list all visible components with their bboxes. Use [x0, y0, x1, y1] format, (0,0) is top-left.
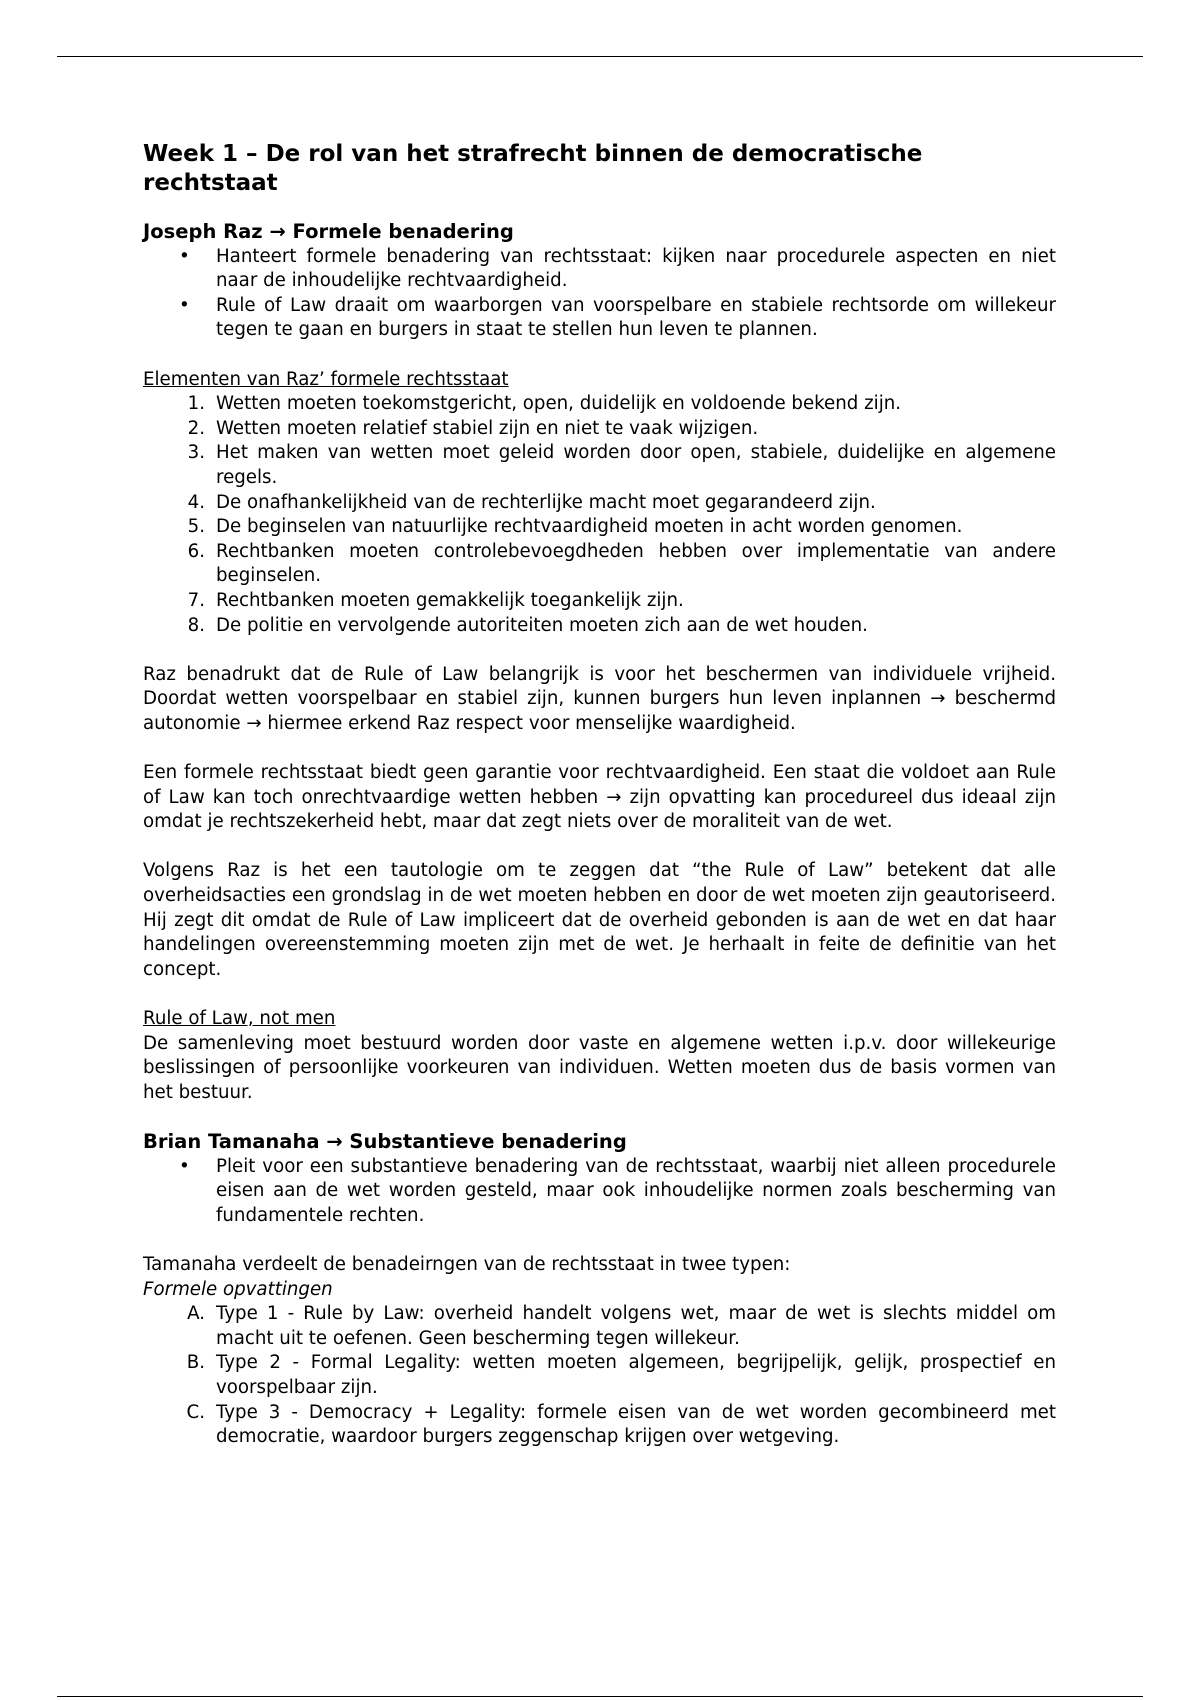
- list-item-text: Pleit voor een substantieve benadering van de rechtsstaat, waarbij niet alleen procedurele eisen aan de wet worden gesteld, maar ook inhoudelijke normen zoals bescherming van fundamentele rechten.: [216, 1155, 1056, 1226]
- raz-elements-heading: Elementen van Raz’ formele rechtsstaat: [143, 368, 509, 390]
- list-item: [143, 441, 1056, 490]
- formal-heading: Formele opvattingen: [143, 1278, 333, 1300]
- list-item-text: Wetten moeten relatief stabiel zijn en niet te vaak wijzigen.: [216, 417, 759, 439]
- list-item-text: De beginselen van natuurlijke rechtvaardigheid moeten in acht worden genomen.: [216, 516, 963, 538]
- list-marker: 6.: [187, 540, 205, 562]
- raz-elements-list: [143, 392, 1056, 638]
- list-item-text: Rule of Law draait om waarborgen van voorspelbare en stabiele rechtsorde om willekeur tegen te gaan en burgers in staat te stellen hun leven te plannen.: [216, 294, 1056, 341]
- list-item: [143, 294, 1056, 343]
- list-marker: 5.: [187, 516, 205, 538]
- list-item: [143, 491, 1056, 516]
- list-item-text: Wetten moeten toekomstgericht, open, duidelijk en voldoende bekend zijn.: [216, 393, 902, 415]
- list-marker: B.: [186, 1352, 205, 1374]
- paragraph: Raz benadrukt dat de Rule of Law belangrijk is voor het beschermen van individuele vrijheid. Doordat wetten voorspelbaar en stabiel zijn, kunnen burgers hun leven inplannen → beschermd autonomie → hiermee erkend Raz respect voor menselijke waardigheid.: [143, 663, 1056, 734]
- list-item-text: Hanteert formele benadering van rechtsstaat: kijken naar procedurele aspecten en niet naar de inhoudelijke rechtvaardigheid.: [216, 245, 1056, 292]
- paragraph: Tamanaha verdeelt de benadeirngen van de rechtsstaat in twee typen:: [143, 1253, 791, 1275]
- list-item-text: Rechtbanken moeten gemakkelijk toegankelijk zijn.: [216, 589, 684, 611]
- not-men-heading: Rule of Law, not men: [143, 1008, 336, 1029]
- bullet-icon: •: [179, 245, 190, 267]
- list-marker: 2.: [187, 417, 205, 439]
- list-marker: 4.: [187, 491, 205, 513]
- list-item: [143, 1351, 1056, 1400]
- list-item-text: Type 1 - Rule by Law: overheid handelt volgens wet, maar de wet is slechts middel om macht uit te oefenen. Geen bescherming tegen willekeur.: [216, 1303, 1056, 1349]
- paragraph: Een formele rechtsstaat biedt geen garantie voor rechtvaardigheid. Een staat die voldoet aan Rule of Law kan toch onrechtvaardige wetten hebben → zijn opvatting kan procedureel dus ideaal zijn omdat je rechtszekerheid hebt, maar dat zegt niets over de moraliteit van de wet.: [143, 762, 1056, 833]
- list-item-text: De politie en vervolgende autoriteiten moeten zich aan de wet houden.: [216, 614, 868, 636]
- list-item: [143, 1401, 1056, 1450]
- list-item: [143, 417, 1056, 442]
- list-item-text: Type 3 - Democracy + Legality: formele eisen van de wet worden gecombineerd met democratie, waardoor burgers zeggenschap krijgen over wetgeving.: [216, 1401, 1056, 1448]
- list-marker: 7.: [187, 589, 205, 611]
- raz-bullet-list: [143, 245, 1056, 343]
- list-item-text: Het maken van wetten moet geleid worden door open, stabiele, duidelijke en algemene regels.: [216, 442, 1056, 488]
- list-marker: A.: [187, 1303, 205, 1325]
- list-item: [143, 589, 1056, 614]
- list-item: [143, 245, 1056, 294]
- header-rule: [57, 56, 1143, 57]
- list-item: [143, 392, 1056, 417]
- types-list: [143, 1302, 1056, 1450]
- bullet-icon: •: [179, 294, 190, 316]
- list-marker: 8.: [187, 614, 205, 636]
- footer-rule: [57, 1696, 1143, 1697]
- list-item: [143, 1302, 1056, 1351]
- tamanaha-heading: Brian Tamanaha → Substantieve benadering: [143, 1129, 627, 1153]
- list-item: [143, 540, 1056, 589]
- list-item-text: Type 2 - Formal Legality: wetten moeten algemeen, begrijpelijk, gelijk, prospectief en voorspelbaar zijn.: [216, 1352, 1056, 1398]
- raz-heading: Joseph Raz → Formele benadering: [143, 220, 514, 243]
- paragraph: Volgens Raz is het een tautologie om te zeggen dat “the Rule of Law” betekent dat alle overheidsacties een grondslag in de wet moeten hebben en door de wet moeten zijn geautoriseerd. Hij zegt dit omdat de Rule of Law impliceert dat de overheid gebonden is aan de wet en dat haar handelingen overeenstemming moeten zijn met de wet. Je herhaalt in feite de definitie van het concept.: [143, 860, 1056, 980]
- paragraph: De samenleving moet bestuurd worden door vaste en algemene wetten i.p.v. door willekeurige beslissingen of persoonlijke voorkeuren van individuen. Wetten moeten dus de basis vormen van het bestuur.: [143, 1032, 1056, 1103]
- list-item: [143, 515, 1056, 540]
- list-item: [143, 614, 1056, 639]
- list-item-text: Rechtbanken moeten controlebevoegdheden hebben over implementatie van andere beginselen.: [216, 540, 1056, 587]
- page-title: Week 1 – De rol van het strafrecht binnen de democratische rechtstaat: [143, 141, 923, 196]
- tamanaha-bullet-list: [143, 1155, 1056, 1229]
- document-body: [143, 140, 1056, 1450]
- list-item: [143, 1155, 1056, 1229]
- list-item-text: De onafhankelijkheid van de rechterlijke macht moet gegarandeerd zijn.: [216, 491, 876, 513]
- bullet-icon: •: [179, 1155, 190, 1177]
- list-marker: C.: [186, 1401, 205, 1423]
- list-marker: 3.: [187, 442, 205, 464]
- list-marker: 1.: [187, 393, 205, 415]
